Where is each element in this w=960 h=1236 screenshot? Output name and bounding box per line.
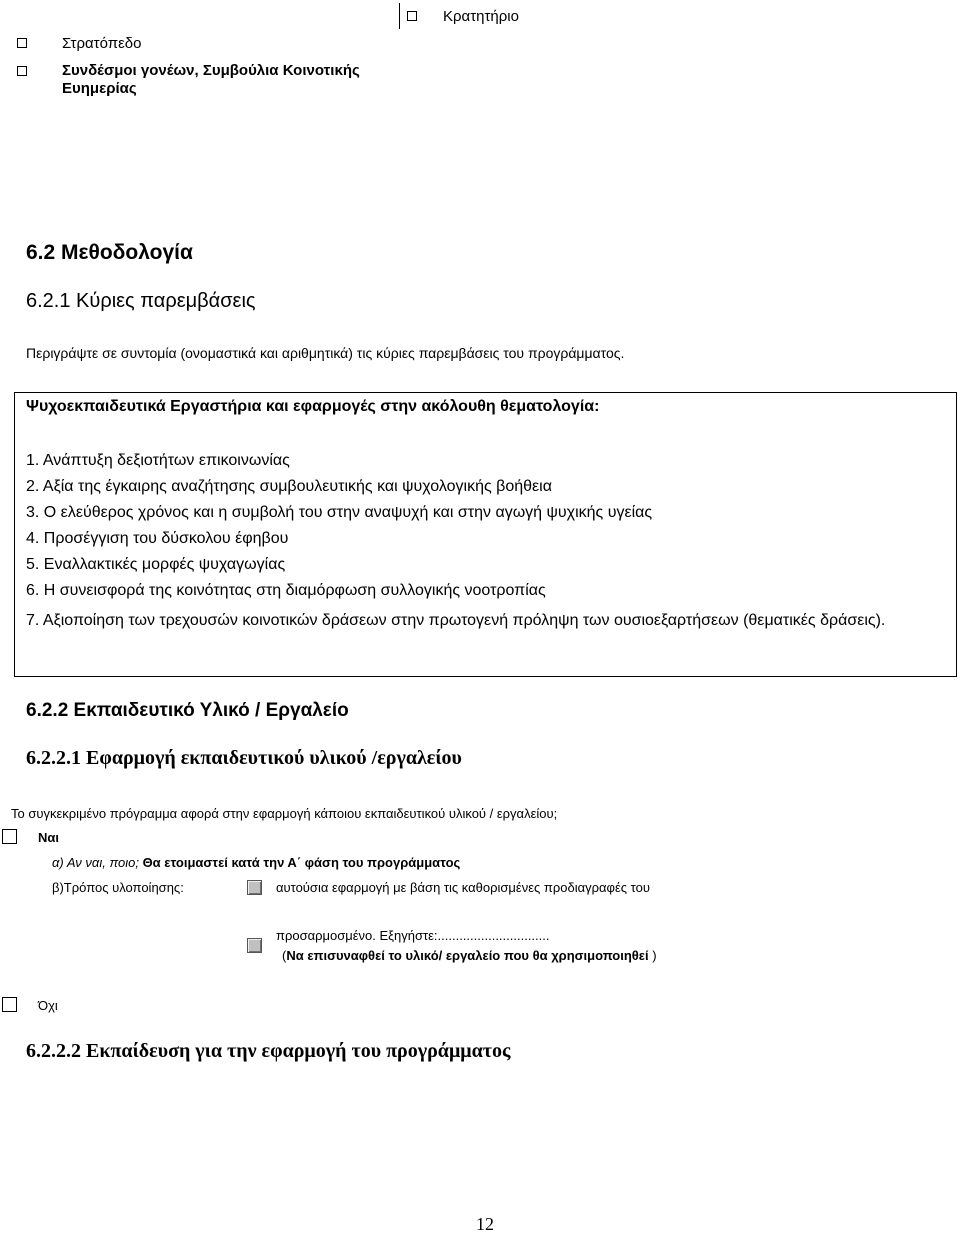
question-a-answer: Θα ετοιμαστεί κατά την Α΄ φάση του προγράμματος [142,855,461,870]
workshop-item-6: 6. Η συνεισφορά της κοινότητας στη διαμόρφωση συλλογικής νοοτροπίας [26,582,546,599]
page-number: 12 [476,1214,494,1234]
option-stratopedo: Στρατόπεδο [62,35,142,52]
question-b-label: β)Τρόπος υλοποίησης: [52,880,184,895]
section-title-6-2-2-2: 6.2.2.2 Εκπαίδευση για την εφαρμογή του προγράμματος [26,1040,511,1062]
workshop-item-2: 2. Αξία της έγκαιρης αναζήτησης συμβουλευτικής και ψυχολογικής βοήθεια [26,478,552,495]
yes-label: Ναι [38,830,59,845]
checkbox-option-adapted[interactable] [247,938,262,953]
checkbox-option-original[interactable] [247,880,262,895]
checkbox-syndesmoi[interactable] [17,66,27,76]
no-label: Όχι [38,998,58,1013]
option-adapted-line2 [282,948,657,963]
workshop-item-3: 3. Ο ελεύθερος χρόνος και η συμβολή του στην αναψυχή και στην αγωγή ψυχικής υγείας [26,504,653,521]
section-title-6-2-2: 6.2.2 Εκπαιδευτικό Υλικό / Εργαλείο [26,700,349,721]
section-title-6-2-1: 6.2.1 Κύριες παρεμβάσεις [26,290,256,312]
workshop-item-4: 4. Προσέγγιση του δύσκολου έφηβου [26,530,289,547]
checkbox-yes[interactable] [2,829,17,844]
option-syndesmoi-line1: Συνδέσμοι γονέων, Συμβούλια Κοινοτικής [62,62,360,79]
option-adapted-bold: Να επισυναφθεί το υλικό/ εργαλείο που θα χρησιμοποιηθεί [286,948,649,963]
option-original-label: αυτούσια εφαρμογή με βάση τις καθορισμένες προδιαγραφές του [276,880,650,895]
option-adapted-line1: προσαρμοσμένο. Εξηγήστε:............................... [276,928,550,943]
section-title-6-2-2-1: 6.2.2.1 Εφαρμογή εκπαιδευτικού υλικού /εργαλείου [26,747,462,769]
instruction-text: Περιγράψτε σε συντομία (ονομαστικά και αριθμητικά) τις κύριες παρεμβάσεις του προγράμματος. [26,345,625,361]
option-adapted-close: ) [648,948,657,963]
question-a-prefix: α) Αν ναι, ποιο; [52,855,139,870]
section-title-6-2: 6.2 Μεθοδολογία [26,241,193,264]
column-divider [399,3,400,29]
workshop-item-1: 1. Ανάπτυξη δεξιοτήτων επικοινωνίας [26,452,290,469]
option-adapted-open: ( [282,948,287,963]
checkbox-no[interactable] [2,997,17,1012]
question-a [52,855,460,870]
checkbox-kratitirio[interactable] [407,11,417,21]
question-text: Το συγκεκριμένο πρόγραμμα αφορά στην εφαρμογή κάποιου εκπαιδευτικού υλικού / εργαλείου; [11,806,558,821]
checkbox-stratopedo[interactable] [17,38,27,48]
option-kratitirio: Κρατητήριο [443,8,519,25]
workshop-item-5: 5. Εναλλακτικές μορφές ψυχαγωγίας [26,556,286,573]
workshops-heading: Ψυχοεκπαιδευτικά Εργαστήρια και εφαρμογές στην ακόλουθη θεματολογία: [26,398,600,415]
option-syndesmoi-line2: Ευημερίας [62,80,137,97]
workshop-item-7: 7. Αξιοποίηση των τρεχουσών κοινοτικών δράσεων στην πρωτογενή πρόληψη των ουσιοεξαρτήσεων (θεματικές δράσεις). [26,612,886,629]
